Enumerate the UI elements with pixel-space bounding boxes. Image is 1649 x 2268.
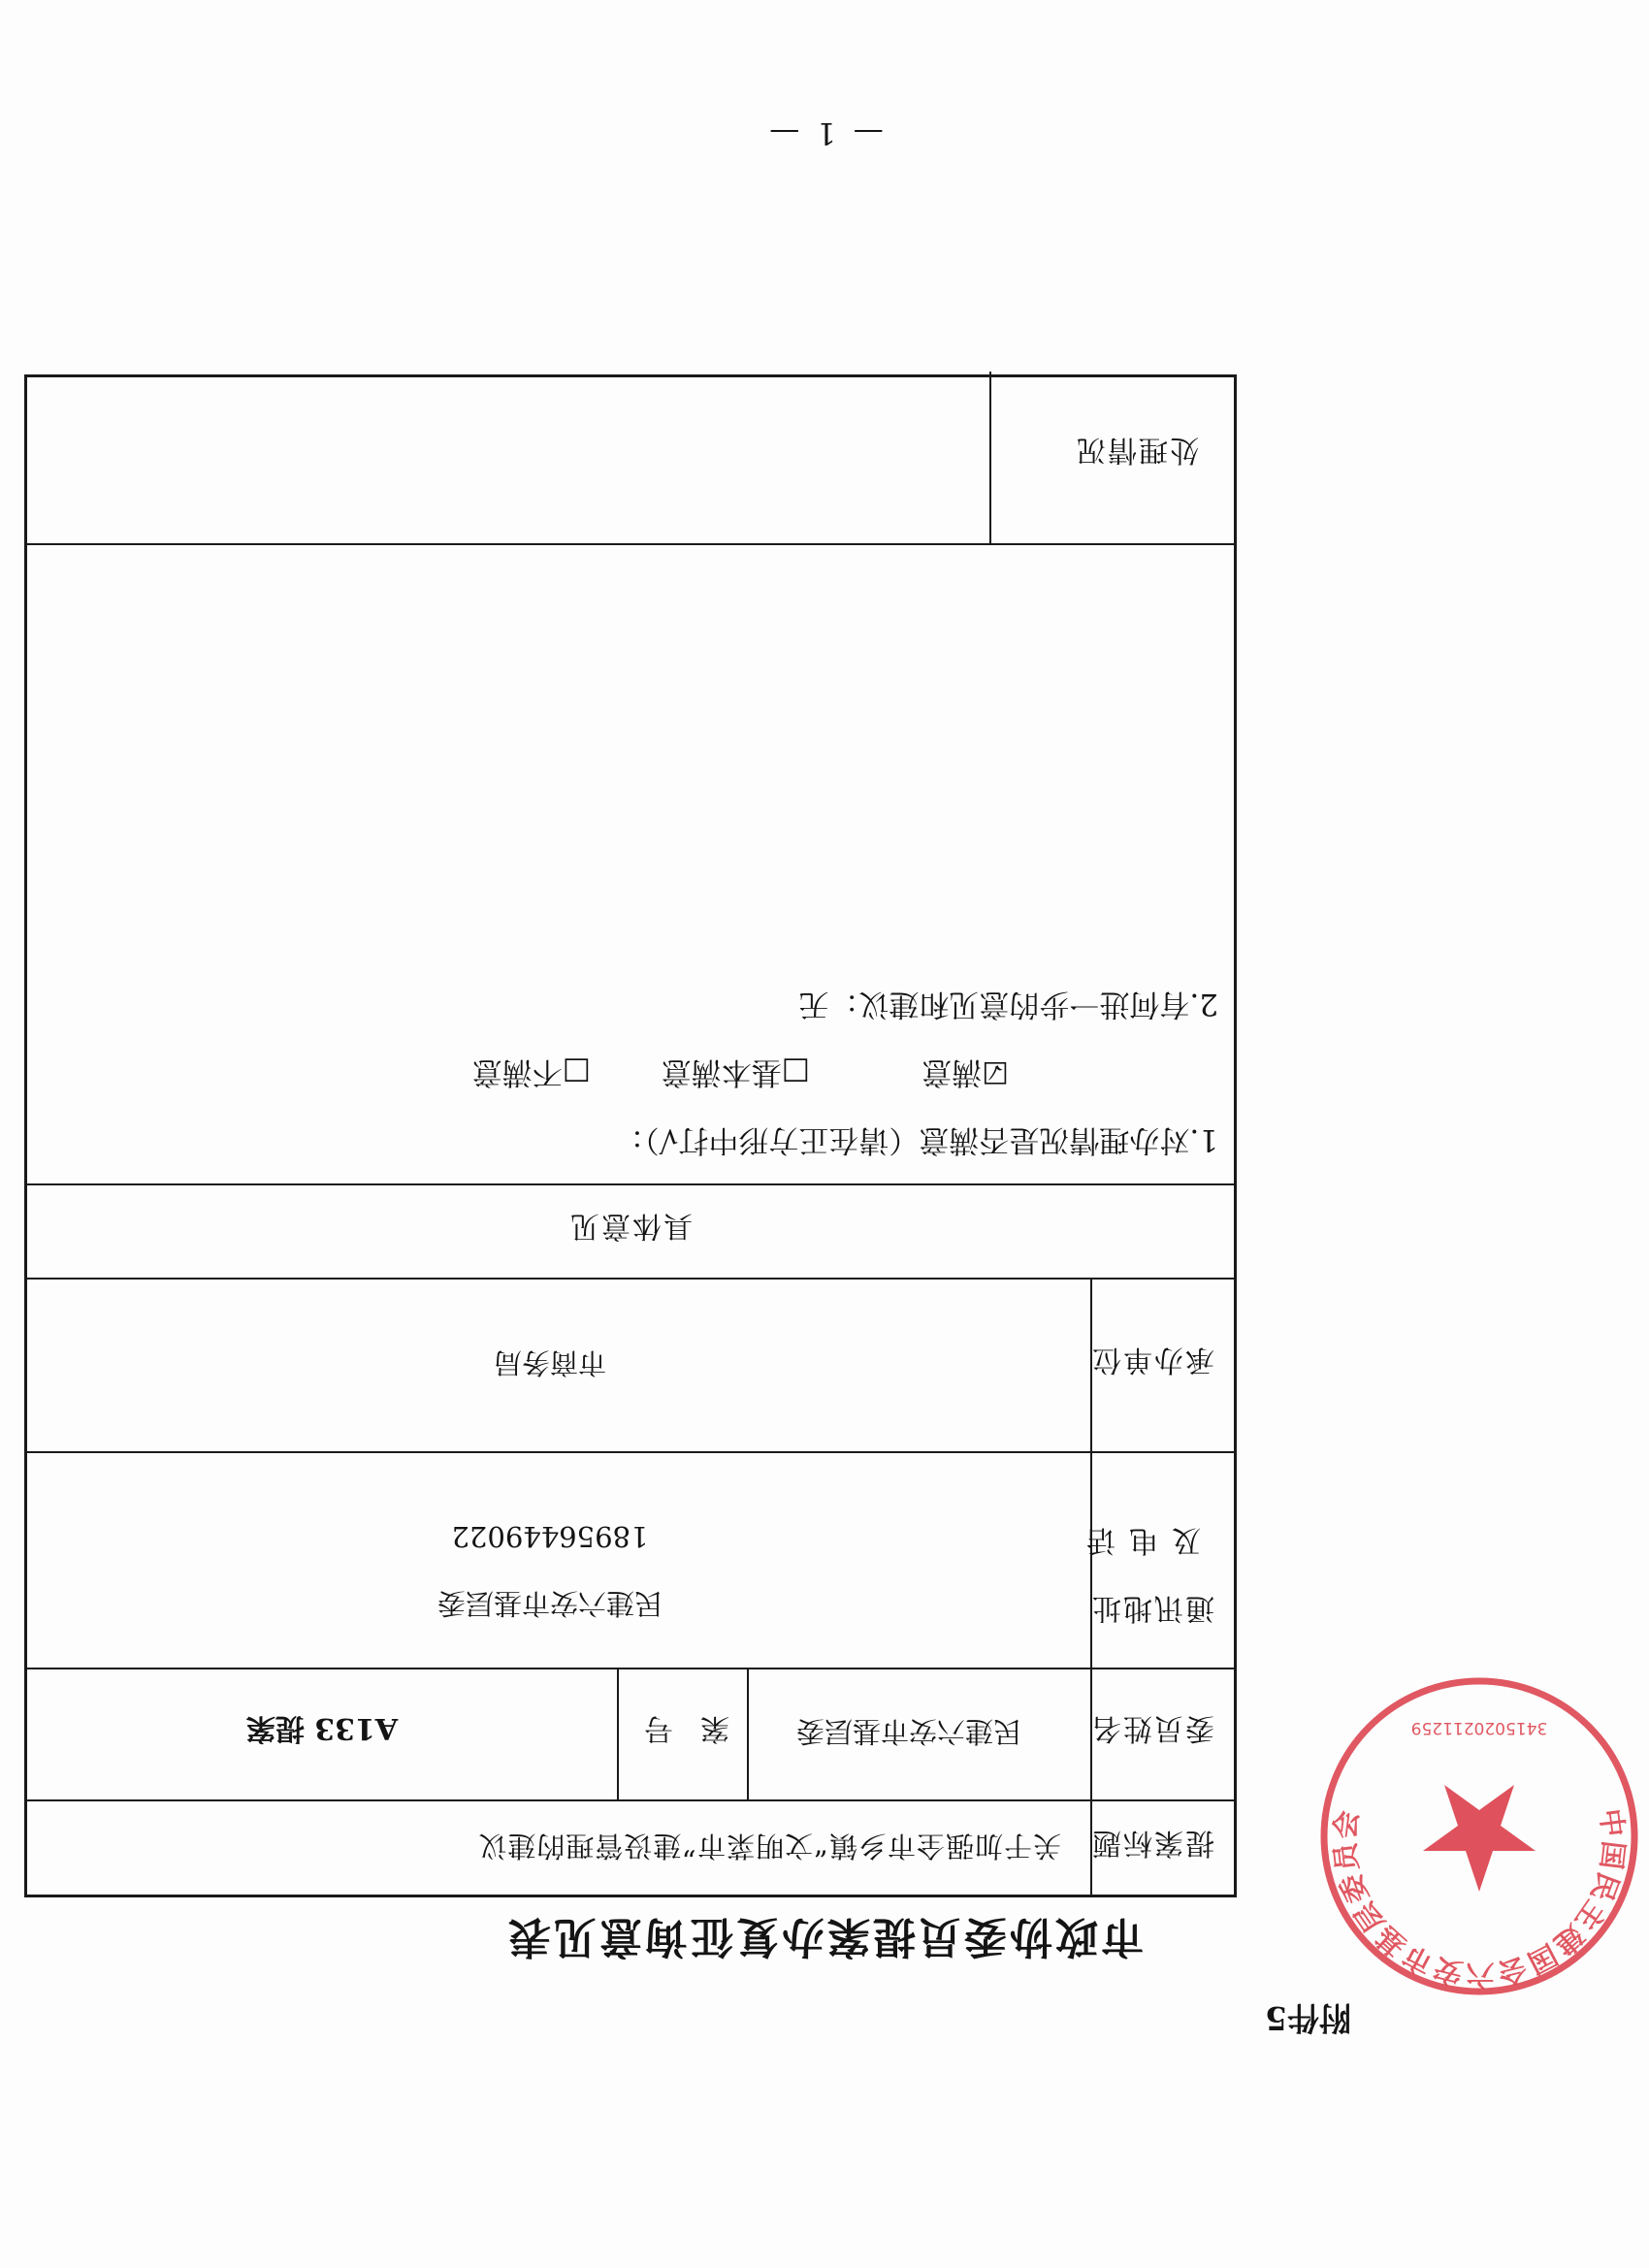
row-divider: [27, 1451, 1234, 1453]
row-divider: [27, 1668, 1234, 1669]
member-name-value: 民建六安市基层委: [796, 1715, 1022, 1748]
feedback-table: [24, 374, 1237, 1897]
proposal-title-label: 提案标题: [1090, 1826, 1214, 1860]
option-basically-satisfied: □基本满意: [661, 1054, 810, 1089]
proposal-title-value: 关于加强全市乡镇“文明菜市”建设管理的建议: [477, 1830, 1061, 1863]
row-divider: [27, 543, 1234, 545]
address-value: 民建六安市基层委: [437, 1587, 663, 1620]
row-divider: [27, 1278, 1234, 1280]
option-not-satisfied: □不满意: [471, 1054, 591, 1089]
case-number-value: A133 提案: [245, 1711, 399, 1745]
handling-unit-value: 市商务局: [494, 1346, 607, 1379]
row-divider: [27, 1183, 1234, 1185]
option-satisfied: ☑满意: [922, 1054, 1009, 1089]
handling-unit-label: 承办单位: [1090, 1343, 1214, 1377]
further-suggestions: 2.有何进一步的意见和建议：无: [798, 987, 1218, 1021]
row-divider: [27, 1799, 1234, 1801]
page-number: — 1 —: [765, 115, 884, 150]
opinion-header: 具体意见: [568, 1209, 693, 1243]
svg-text:中国民主建国会六安市基层委员会: 中国民主建国会六安市基层委员会: [1328, 1806, 1631, 1992]
handling-status-label: 处理情况: [1075, 433, 1199, 467]
label-column-divider: [989, 372, 991, 545]
svg-text:3415020211259: 3415020211259: [1410, 1718, 1548, 1737]
case-number-label: 案号: [617, 1711, 729, 1745]
satisfaction-question: 1.对办理情况是否满意（请在正方形中打√）：: [614, 1122, 1218, 1157]
phone-value: 18956449022: [451, 1520, 649, 1553]
phone-label: 及电话: [1073, 1523, 1201, 1557]
address-label: 通讯地址: [1090, 1591, 1214, 1625]
member-name-label: 委员姓名: [1090, 1711, 1214, 1745]
attachment-label: 附件5: [1265, 1999, 1351, 2037]
form-title: 市政协委员提案办复征询意见表: [505, 1912, 1144, 1961]
